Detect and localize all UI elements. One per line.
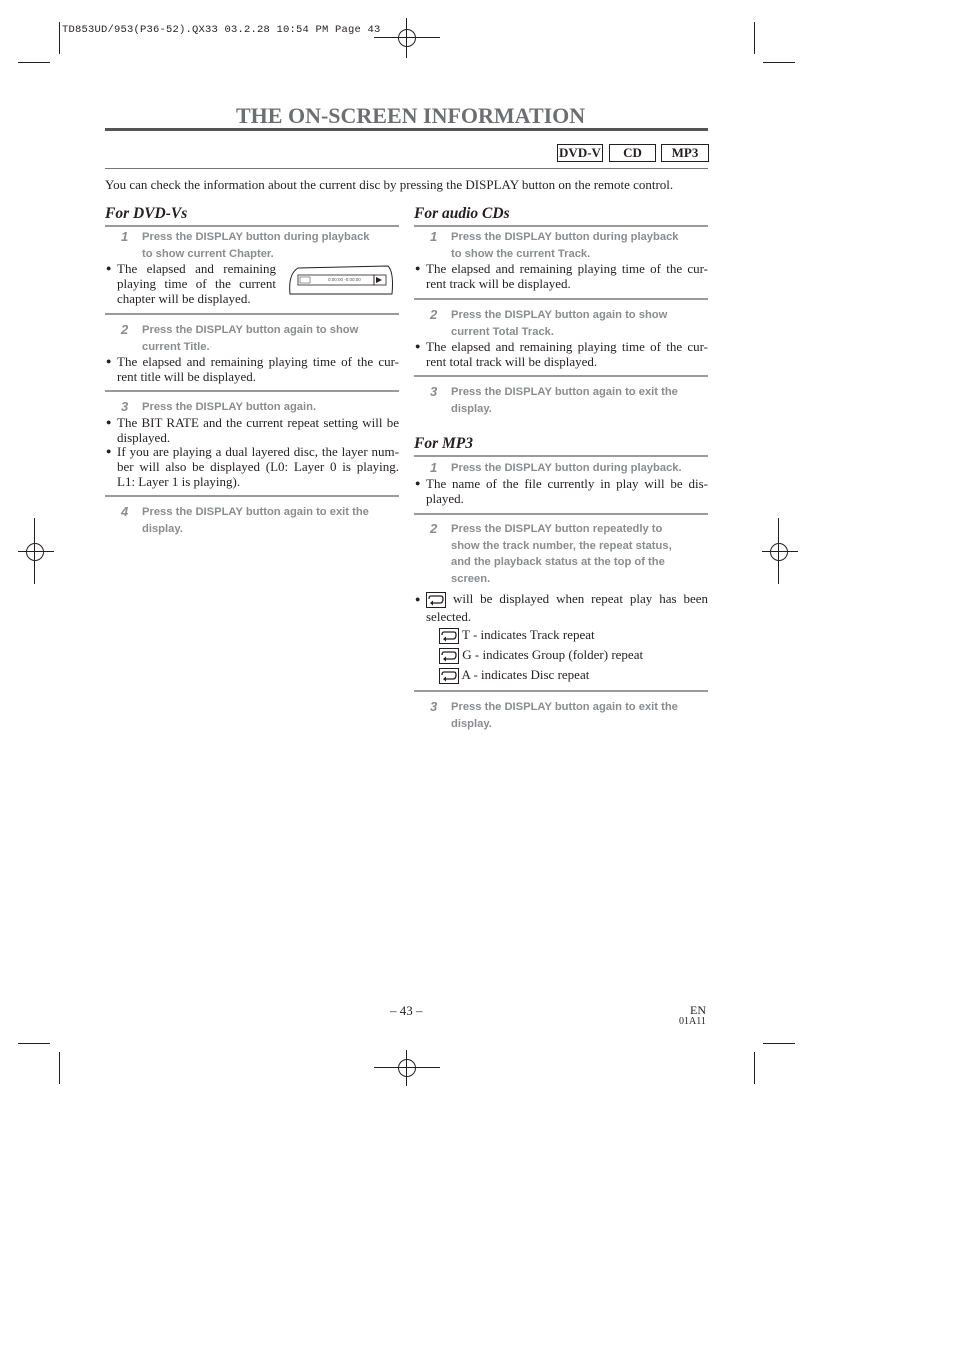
cd-heading: For audio CDs	[414, 205, 510, 222]
repeat-legend-track: T - indicates Track repeat	[439, 627, 595, 644]
step-instruction: Press the DISPLAY button during playback.	[451, 462, 682, 474]
registration-mark	[374, 18, 440, 58]
mp3-heading: For MP3	[414, 435, 473, 452]
step-instruction: Press the DISPLAY button again to exit the display.	[142, 506, 369, 535]
step-instruction: Press the DISPLAY button again to show current Title.	[142, 324, 359, 353]
section-rule	[105, 390, 399, 392]
section-rule	[414, 690, 708, 692]
section-rule	[414, 455, 708, 457]
registration-mark	[374, 1050, 440, 1086]
bullet-item: ● The elapsed and remaining playing time of the cur- rent title will be displayed.	[106, 354, 399, 384]
step-number: 4	[121, 504, 129, 519]
tag-dvd-v: DVD-V	[557, 144, 603, 162]
crop-mark	[18, 1043, 50, 1044]
title-rule	[105, 128, 708, 131]
step-instruction: Press the DISPLAY button again to exit the display.	[451, 386, 678, 415]
step-number: 2	[430, 521, 438, 536]
crop-mark	[754, 22, 755, 54]
step-number: 2	[121, 322, 129, 337]
tag-cd: CD	[609, 144, 656, 162]
repeat-icon	[426, 592, 446, 608]
repeat-icon	[439, 668, 459, 684]
intro-text: You can check the information about the current disc by pressing the DISPLAY button on the remote control.	[105, 177, 674, 192]
crop-mark	[763, 62, 795, 63]
model-code: 01A11	[679, 1016, 706, 1027]
step-instruction: Press the DISPLAY button during playback to show the current Track.	[451, 231, 679, 260]
step-number: 2	[430, 307, 438, 322]
section-rule	[105, 313, 399, 315]
bullet-item: ● The elapsed and remaining playing time of the cur- rent total track will be displayed.	[415, 339, 708, 369]
crop-mark	[754, 1052, 755, 1084]
crop-mark	[59, 22, 60, 54]
step-instruction: Press the DISPLAY button again.	[142, 401, 317, 413]
step-instruction: Press the DISPLAY button again to show current Total Track.	[451, 309, 668, 338]
bullet-item: ● will be displayed when repeat play has been selected.	[415, 591, 709, 625]
repeat-icon	[439, 648, 459, 664]
bullet-item: ● The elapsed and remaining playing time of the cur- rent track will be displayed.	[415, 261, 708, 291]
step-instruction: Press the DISPLAY button again to exit the display.	[451, 701, 678, 730]
step-number: 3	[430, 384, 438, 399]
osd-time-readout: 0:00:00 -0:00:00	[328, 277, 361, 282]
bullet-item: ● The name of the file currently in play will be dis- played.	[415, 476, 708, 506]
step-number: 1	[121, 229, 129, 244]
page-number: – 43 –	[390, 1003, 423, 1018]
osd-illustration	[288, 264, 396, 296]
page-title: THE ON-SCREEN INFORMATION	[236, 103, 586, 128]
section-rule	[414, 375, 708, 377]
registration-mark	[18, 518, 54, 584]
section-rule	[414, 225, 708, 227]
step-number: 1	[430, 460, 438, 475]
section-rule	[414, 298, 708, 300]
tag-mp3: MP3	[661, 144, 709, 162]
step-instruction: Press the DISPLAY button repeatedly to show the track number, the repeat status, and the playback status at the top of the screen.	[451, 523, 672, 585]
repeat-legend-group: G - indicates Group (folder) repeat	[439, 647, 643, 664]
section-rule	[105, 495, 399, 497]
section-rule	[414, 513, 708, 515]
crop-mark	[18, 62, 50, 63]
crop-mark	[763, 1043, 795, 1044]
bullet-item: ● If you are playing a dual layered disc, the layer num- ber will also be displayed (L0: Layer 0 is playing. L1: Layer 1 is playing).	[106, 444, 399, 489]
crop-mark	[59, 1052, 60, 1084]
step-number: 1	[430, 229, 438, 244]
dvd-heading: For DVD-Vs	[105, 205, 188, 222]
print-header-code: TD853UD/953(P36-52).QX33 03.2.28 10:54 PM Page 43	[62, 24, 381, 36]
step-number: 3	[430, 699, 438, 714]
repeat-legend-disc: A - indicates Disc repeat	[439, 667, 589, 684]
section-rule	[105, 225, 399, 227]
language-code: EN	[690, 1003, 706, 1017]
tag-rule	[105, 168, 708, 169]
registration-mark	[762, 518, 798, 584]
repeat-icon	[439, 628, 459, 644]
bullet-item: ● The elapsed and remaining playing time of the current chapter will be displayed.	[106, 261, 276, 306]
bullet-item: ● The BIT RATE and the current repeat setting will be displayed.	[106, 415, 399, 445]
step-instruction: Press the DISPLAY button during playback to show current Chapter.	[142, 231, 370, 260]
step-number: 3	[121, 399, 129, 414]
